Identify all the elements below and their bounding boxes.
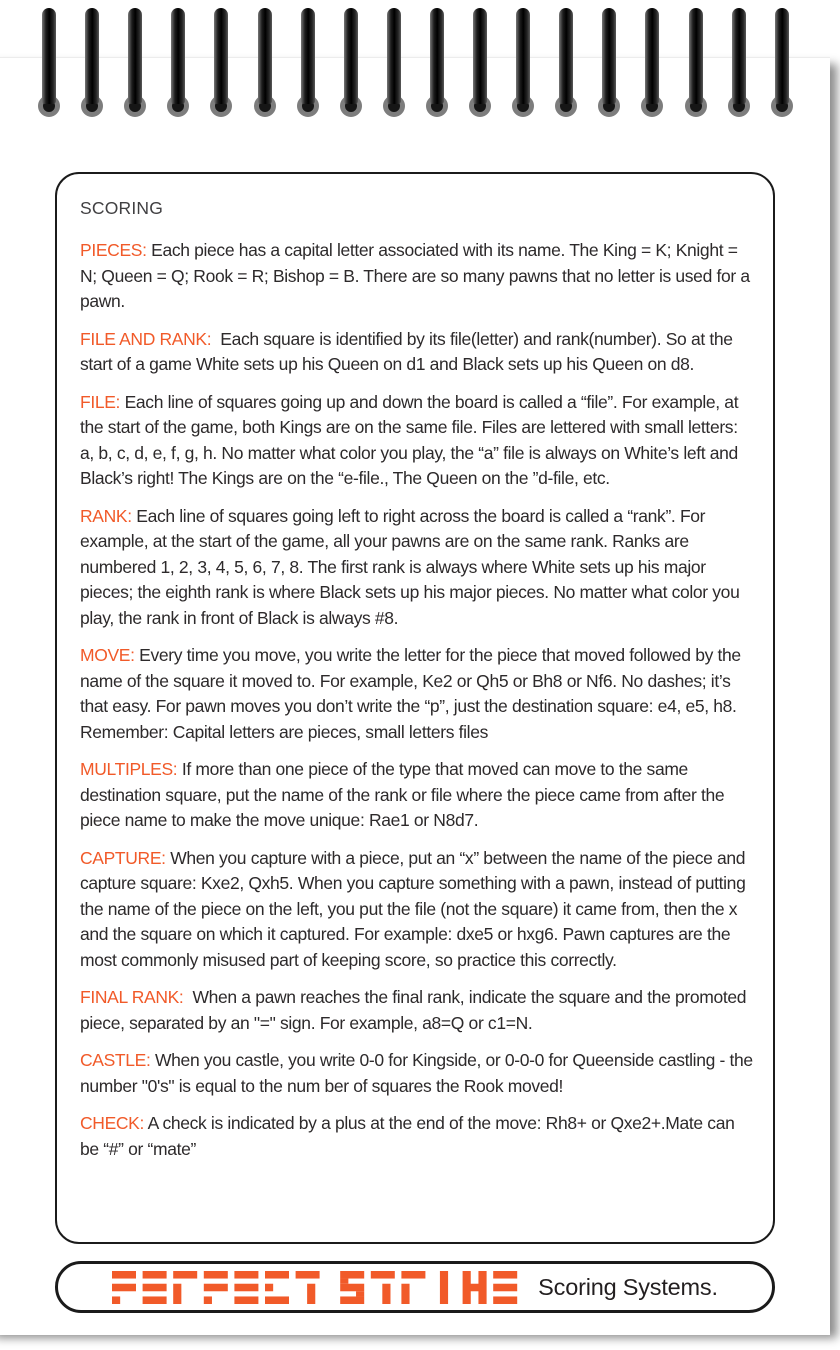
scoring-section — [80, 757, 754, 834]
spiral-bar-icon — [645, 8, 659, 104]
scoring-section — [80, 238, 754, 315]
scoring-section — [80, 643, 754, 745]
section-text: When a pawn reaches the final rank, indicate the square and the promoted piece, separated by an "=" sign. For example, a8=Q or c1=N. — [80, 987, 751, 1033]
spiral-bar-icon — [732, 8, 746, 104]
spiral-bar-icon — [128, 8, 142, 104]
brand-tagline: Scoring Systems. — [538, 1273, 718, 1300]
scoring-section — [80, 390, 754, 492]
section-text: A check is indicated by a plus at the end of the move: Rh8+ or Qxe2+.Mate can be “#” or “mate” — [80, 1113, 739, 1159]
section-label: CAPTURE: — [80, 847, 166, 868]
scoring-section — [80, 504, 754, 632]
scoring-box — [55, 172, 775, 1244]
section-label: PIECES: — [80, 240, 147, 260]
spiral-bar-icon — [387, 8, 401, 104]
scoring-section — [80, 846, 754, 974]
spiral-bar-icon — [430, 8, 444, 104]
section-label: RANK: — [80, 505, 132, 526]
spiral-bar-icon — [85, 8, 99, 104]
brand-footer — [55, 1261, 775, 1313]
section-label: FINAL RANK: — [80, 987, 184, 1007]
spiral-bar-icon — [171, 8, 185, 104]
section-label: CHECK: — [80, 1113, 145, 1133]
scoring-section — [80, 985, 754, 1036]
section-text: When you castle, you write 0-0 for Kingside, or 0-0-0 for Queenside castling - the number "0's" is equal to the num ber of squares the Rook moved! — [80, 1050, 758, 1096]
section-text: Each piece has a capital letter associated with its name. The King = K; Knight = N; Queen = Q; Rook = R; Bishop = B. There are so many pawns that no letter is used for a pawn. — [80, 240, 755, 311]
page-title: SCORING — [80, 198, 164, 218]
perfect-strike-logo — [112, 1271, 518, 1304]
spiral-bar-icon — [214, 8, 228, 104]
spiral-bar-icon — [516, 8, 530, 104]
spiral-bar-icon — [559, 8, 573, 104]
spiral-bar-icon — [344, 8, 358, 104]
section-label: FILE: — [80, 391, 121, 412]
spiral-bar-icon — [258, 8, 272, 104]
section-label: FILE AND RANK: — [80, 328, 212, 349]
section-label: MOVE: — [80, 645, 135, 665]
section-text: Each square is identified by its file(letter) and rank(number). So at the start of a game White sets up his Queen on d1 and Black sets up his Queen on d8. — [80, 328, 738, 374]
scoring-section — [80, 1111, 754, 1162]
spiral-bar-icon — [301, 8, 315, 104]
spiral-bar-icon — [602, 8, 616, 104]
spiral-bar-icon — [689, 8, 703, 104]
section-label: MULTIPLES: — [80, 759, 178, 779]
spiral-bar-icon — [42, 8, 56, 104]
sections-container — [80, 238, 758, 1162]
scoring-section — [80, 327, 754, 378]
section-label: CASTLE: — [80, 1050, 151, 1070]
section-text: Each line of squares going left to right across the board is called a “rank”. For example, at the start of the game, all your pawns are on the same rank. Ranks are numbered 1, 2, 3, 4, 5, 6, 7, 8. The first rank is always where White sets up his major pieces; the eighth rank is where Black sets up his major pieces. No matter what color you play, the rank in front of Black is always #8. — [80, 505, 744, 628]
scoring-section — [80, 1048, 758, 1099]
section-text: When you capture with a piece, put an “x” between the name of the piece and capture square: Kxe2, Qxh5. When you capture something with a pawn, instead of putting the name of the piece on the left, you put the file (not the square) it came from, then the x and the square on which it captured. For example: dxe5 or hxg6. Pawn captures are the most commonly misused part of keeping score, so practice this correctly. — [80, 847, 750, 970]
section-text: Each line of squares going up and down the board is called a “file”. For example, at the start of the game, both Kings are on the same file. Files are lettered with small letters: a, b, c, d, e, f, g, h. No matter what color you play, the “a” file is always on White’s left and Black’s right! The Kings are on the “e-file., The Queen on the ”d-file, etc. — [80, 391, 743, 488]
section-text: If more than one piece of the type that moved can move to the same destination square, put the name of the rank or file where the piece came from after the piece name to make the move unique: Rae1 or N8d7. — [80, 759, 729, 830]
spiral-bar-icon — [775, 8, 789, 104]
spiral-bar-icon — [473, 8, 487, 104]
section-text: Every time you move, you write the letter for the piece that moved followed by the name of the square it moved to. For example, Ke2 or Qh5 or Bh8 or Nf6. No dashes; it’s that easy. For pawn moves you don’t write the “p”, just the destination square: e4, e5, h8. Remember: Capital letters are pieces, small letters files — [80, 645, 746, 742]
